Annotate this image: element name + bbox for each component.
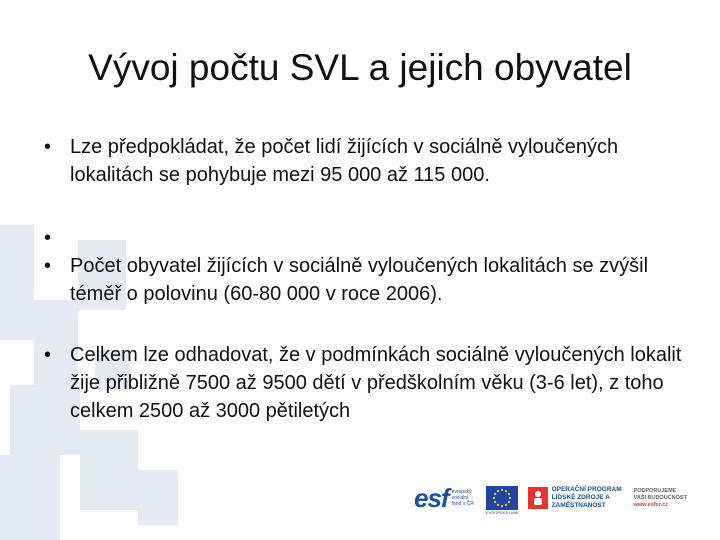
bullet-text: Celkem lze odhadovat, že v podmínkách sociálně vyloučených lokalit žije přibližně 7500 až 9500 dětí v předškolním věku (3-6 let), z toho celkem 2500 až 3000 pětiletých [70, 344, 682, 422]
bullet-marker: • [44, 227, 52, 249]
website-text: www.esfcr.cz [633, 501, 668, 508]
esf-logo [414, 480, 480, 516]
bullet-item [44, 341, 684, 425]
op-lzz-logo [528, 486, 630, 510]
esf-logo-word: esf [414, 483, 449, 513]
op-logo-text: OPERAČNÍ PROGRAM LIDSKÉ ZDROJE A ZAMĚSTNANOST [551, 486, 622, 509]
slogan-text: PODPORUJEME VAŠI BUDOUCNOST [633, 487, 687, 501]
bullet-marker: • [44, 255, 52, 277]
bullet-marker: • [44, 136, 52, 158]
bullet-marker: • [44, 344, 52, 366]
esf-logo-subtitle: evropský sociální fond v ČR [451, 489, 474, 507]
bullet-item-empty [44, 224, 684, 252]
eu-stars-icon [492, 488, 512, 508]
footer-logos [414, 478, 690, 518]
eu-flag-icon [486, 486, 518, 510]
bullet-text: Lze předpokládat, že počet lidí žijících v sociálně vyloučených lokalitách se pohybuje mezi 95 000 až 115 000. [70, 136, 619, 186]
bullet-item [44, 252, 684, 308]
bullet-list [44, 133, 684, 425]
bullet-text: Počet obyvatel žijících v sociálně vyloučených lokalitách se zvýšil téměř o polovinu (60-80 000 v roce 2006). [70, 255, 649, 305]
op-person-icon [528, 487, 548, 509]
bullet-item [44, 133, 684, 217]
eu-label: EVROPSKÁ UNIE [486, 510, 519, 515]
slide-title: Vývoj počtu SVL a jejich obyvatel [88, 47, 632, 88]
slogan-block [634, 488, 690, 509]
